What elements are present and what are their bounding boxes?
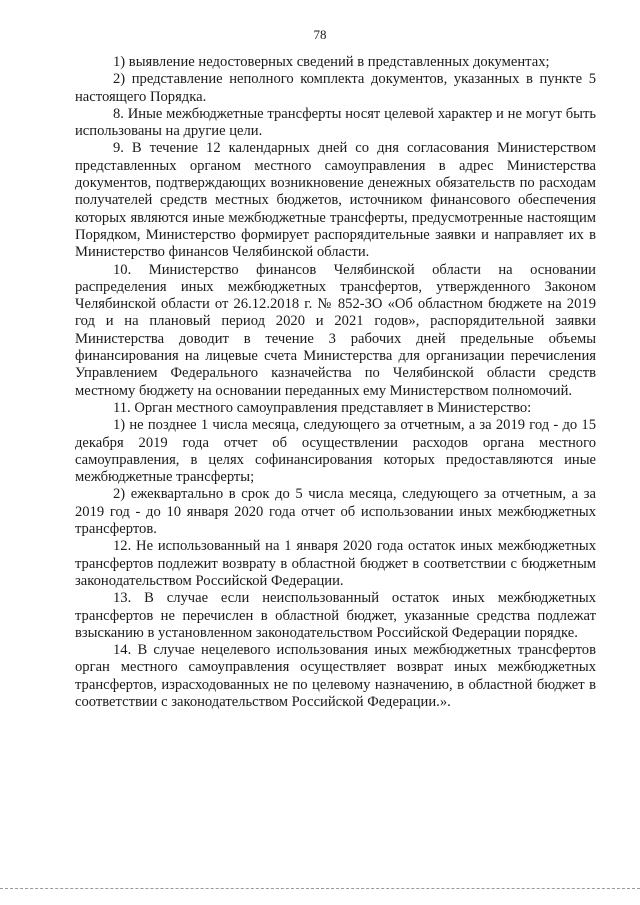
footer-divider xyxy=(0,888,640,889)
paragraph-section-12: 12. Не использованный на 1 января 2020 года остаток иных межбюджетных трансфертов подлежит возврату в областной бюджет в соответствии с бюджетным законодательством Российской Федерации. xyxy=(75,538,596,589)
paragraph-section-13: 13. В случае если неиспользованный остаток иных межбюджетных трансфертов не перечислен в областной бюджет, указанные средства подлежат взысканию в установленном законодательством Российской Федерации порядке. xyxy=(75,590,596,641)
paragraph-item-2: 2) представление неполного комплекта документов, указанных в пункте 5 настоящего Порядка. xyxy=(75,71,596,105)
paragraph-section-11-item-1: 1) не позднее 1 числа месяца, следующего за отчетным, а за 2019 год - до 15 декабря 2019 года отчет об осуществлении расходов органа местного самоуправления, в целях софинансирования которых предоставляются иные межбюджетные трансферты; xyxy=(75,417,596,486)
paragraph-section-14: 14. В случае нецелевого использования иных межбюджетных трансфертов орган местного самоуправления осуществляет возврат иных межбюджетных трансфертов, израсходованных не по целевому назначению, в областной бюджет в соответствии с законодательством Российской Федерации.». xyxy=(75,642,596,710)
paragraph-section-10: 10. Министерство финансов Челябинской области на основании распределения иных межбюджетных трансфертов, утвержденного Законом Челябинской области от 26.12.2018 г. № 852-ЗО «Об областном бюджете на 2019 год и на плановый период 2020 и 2021 годов», распорядительной заявки Министерства доводит в течение 3 рабочих дней предельные объемы финансирования на лицевые счета Министерства для организации перечисления Управлением Федерального казначейства по Челябинской области средств местному бюджету на основании переданных ему Министерством полномочий. xyxy=(75,261,596,399)
paragraph-section-11-item-2: 2) ежеквартально в срок до 5 числа месяца, следующего за отчетным, а за 2019 год - до 10 января 2020 года отчет об использовании иных межбюджетных трансфертов. xyxy=(75,486,596,538)
paragraph-section-9: 9. В течение 12 календарных дней со дня согласования Министерством представленных органом местного самоуправления в адрес Министерства документов, подтверждающих возникновение денежных обязательств по расходам получателей средств местных бюджетов, источником финансового обеспечения которых являются иные межбюджетные трансферты, предусмотренные настоящим Порядком, Министерство формирует распорядительные заявки и направляет их в Министерство финансов Челябинской области. xyxy=(75,140,596,261)
paragraph-section-8: 8. Иные межбюджетные трансферты носят целевой характер и не могут быть использованы на другие цели. xyxy=(75,105,596,140)
paragraph-item-1: 1) выявление недостоверных сведений в представленных документах; xyxy=(113,54,550,70)
document-body xyxy=(75,54,596,711)
page-number: 78 xyxy=(313,27,327,42)
paragraph-section-11: 11. Орган местного самоуправления представляет в Министерство: xyxy=(113,399,532,416)
